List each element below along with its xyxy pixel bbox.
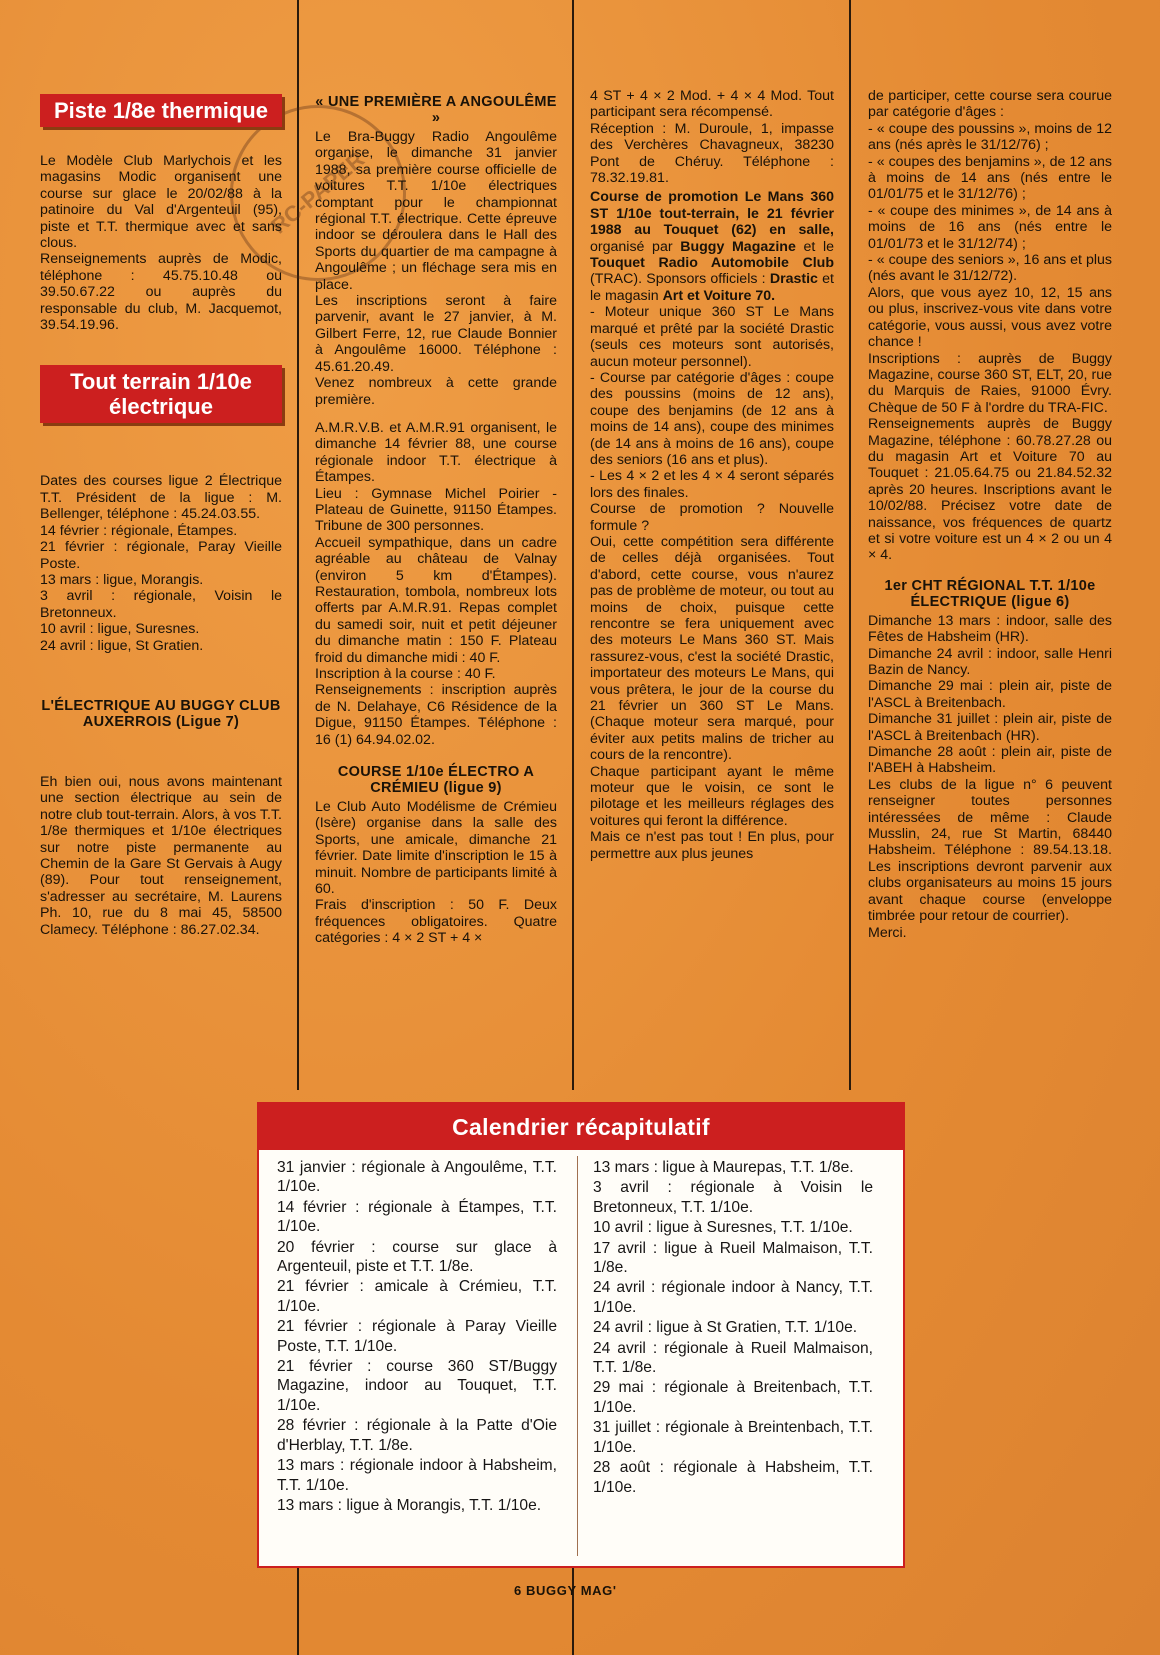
calendar-entry: 13 mars : ligue à Morangis, T.T. 1/10e. xyxy=(277,1496,542,1514)
column-rule xyxy=(572,0,574,1090)
calendar-entry: 24 avril : régionale à Rueil Malmaison, T.T. 1/8e. xyxy=(593,1339,873,1377)
column-rule xyxy=(572,1564,574,1655)
calendar-entry: 28 août : régionale à Habsheim, T.T. 1/10e. xyxy=(593,1459,873,1496)
text-run: Drastic xyxy=(769,271,818,288)
paragraph: Course de promotion ? Nouvelle formule ? xyxy=(590,501,834,534)
paragraph: Dimanche 28 août : plein air, piste de l'ABEH à Habsheim. xyxy=(868,744,1112,777)
text-run: (TRAC). Sponsors officiels : xyxy=(590,271,770,288)
paragraph: Accueil sympathique, dans un cadre agréable au château de Valnay (environ 5 km d'Étampes). Restauration, tombola, nombreux lots offerts par A.M.R.91. Repas complet du samedi soir, nuit et petit déjeuner du dimanche matin : 150 F. Plateau froid du dimanche midi : 40 F. xyxy=(315,534,557,666)
calendar-divider xyxy=(577,1156,578,1556)
page-footer: 6 BUGGY MAG' xyxy=(514,1583,617,1598)
paragraph: Dimanche 31 juillet : plein air, piste de l'ASCL à Breitenbach (HR). xyxy=(868,711,1112,744)
paragraph: Alors, que vous ayez 10, 12, 15 ans ou plus, inscrivez-vous vite dans votre catégorie, vous aussi, vous avez votre chance ! xyxy=(868,284,1112,351)
section-heading: 1er CHT RÉGIONAL T.T. 1/10e ÉLECTRIQUE (ligue 6) xyxy=(884,577,1096,610)
paragraph: Réception : M. Duroule, 1, impasse des Verchères Chavagneux, 38230 Pont de Chéruy. Téléphone : 78.32.19.81. xyxy=(590,120,834,187)
paragraph: - Course par catégorie d'âges : coupe des poussins (moins de 12 ans), coupe des benjamins (de 12 ans à moins de 14 ans), coupe des minimes (de 14 ans à moins de 16 ans), coupe des seniors (16 ans et plus). xyxy=(590,369,834,468)
calendar-entry: 31 janvier : régionale à Angoulême, T.T. 1/10e. xyxy=(277,1159,557,1196)
paragraph: 24 avril : ligue, St Gratien. xyxy=(40,637,204,654)
section-heading: L'ÉLECTRIQUE AU BUGGY CLUB AUXERROIS (Ligue 7) xyxy=(41,697,281,730)
paragraph: 10 avril : ligue, Suresnes. xyxy=(40,621,200,638)
banner-tout-terrain: Tout terrain 1/10e électrique xyxy=(40,365,282,423)
calendar-entry: 28 février : régionale à la Patte d'Oie d'Herblay, T.T. 1/8e. xyxy=(277,1417,557,1454)
column-rule xyxy=(297,1564,299,1655)
paragraph: Renseignements : inscription auprès de N. Delahaye, C6 Résidence de la Digue, 91150 Étampes. Téléphone : 16 (1) 64.94.02.02. xyxy=(315,682,557,748)
paragraph: 21 février : régionale, Paray Vieille Poste. xyxy=(40,539,282,572)
calendar-entry: 21 février : régionale à Paray Vieille Poste, T.T. 1/10e. xyxy=(277,1318,557,1355)
calendar-left-column xyxy=(277,1158,557,1516)
paragraph: Dimanche 13 mars : indoor, salle des Fêtes de Habsheim (HR). xyxy=(868,612,1112,646)
section-heading: « UNE PREMIÈRE A ANGOULÊME » xyxy=(315,94,557,126)
calendar-entry: 21 février : course 360 ST/Buggy Magazine, indoor au Touquet, T.T. 1/10e. xyxy=(277,1358,557,1414)
paragraph: Chaque participant ayant le même moteur que le voisin, ce sont le pilotage et les meilleurs réglages des voitures qui feront la différence. xyxy=(590,763,834,829)
paragraph: - « coupe des minimes », de 14 ans à moins de 16 ans (nés entre le 01/01/73 et le 31/12/74) ; xyxy=(868,202,1112,252)
column-4 xyxy=(868,88,1112,941)
paragraph: Inscriptions : auprès de Buggy Magazine, course 360 ST, ELT, 20, rue du Marquis de Raies, 91000 Évry. Chèque de 50 F à l'ordre du TRA-FIC. xyxy=(868,350,1112,416)
paragraph: Merci. xyxy=(868,924,907,941)
paragraph: Dates des courses ligue 2 Électrique T.T. Président de la ligue : M. Bellenger, téléphone : 45.24.03.55. xyxy=(40,473,282,523)
paragraph: A.M.R.V.B. et A.M.R.91 organisent, le dimanche 14 février 88, une course régionale indoor T.T. électrique à Étampes. xyxy=(315,419,557,486)
calendar-entry: 10 avril : ligue à Suresnes, T.T. 1/10e. xyxy=(593,1219,853,1237)
paragraph: Frais d'inscription : 50 F. Deux fréquences obligatoires. Quatre catégories : 4 × 2 ST + 4 × xyxy=(315,897,557,947)
column-3 xyxy=(590,88,834,862)
paragraph: Renseignements auprès de Modic, téléphone : 45.75.10.48 ou 39.50.67.22 ou auprès du responsable du club, M. Jacquemot, 39.54.19.96. xyxy=(40,251,282,334)
column-2 xyxy=(315,88,557,947)
paragraph: Dimanche 29 mai : plein air, piste de l'ASCL à Breitenbach. xyxy=(868,678,1112,711)
text-run: Buggy Magazine xyxy=(680,238,796,255)
calendar-entry: 13 mars : régionale indoor à Habsheim, T.T. 1/10e. xyxy=(277,1457,557,1494)
calendar-entry: 14 février : régionale à Étampes, T.T. 1/10e. xyxy=(277,1198,557,1236)
paragraph: Les inscriptions seront à faire parvenir, avant le 27 janvier, à M. Gilbert Ferre, 12, rue Claude Bonnier à Angoulême 16000. Téléphone : 45.61.20.49. xyxy=(315,293,557,375)
calendar-entry: 31 juillet : régionale à Breintenbach, T.T. 1/10e. xyxy=(593,1419,873,1456)
paragraph: Les clubs de la ligue n° 6 peuvent renseigner toutes personnes intéressées de même : Claude Musslin, 24, rue St Martin, 68440 Habsheim. Téléphone : 89.54.13.18. Les inscriptions devront parvenir aux clubs organisateurs au moins 15 jours avant chaque course (enveloppe timbrée pour retour de courrier). xyxy=(868,776,1112,925)
paragraph: - Les 4 × 2 et les 4 × 4 seront séparés lors des finales. xyxy=(590,468,834,501)
paragraph: Eh bien oui, nous avons maintenant une section électrique au sein de notre club tout-terrain. Alors, à vos T.T. 1/8e thermiques et 1/10e électriques sur notre piste permanente au Chemin de la Gare St Gervais à Augy (89). Pour tout renseignement, s'adresser au secrétaire, M. Laurens Ph. 10, rue du 8 mai 45, 58500 Clamecy. Téléphone : 86.27.02.34. xyxy=(40,773,282,938)
paragraph: 13 mars : ligue, Morangis. xyxy=(40,571,204,588)
calendar-entry: 17 avril : ligue à Rueil Malmaison, T.T. 1/8e. xyxy=(593,1239,873,1277)
paragraph: - « coupes des benjamins », de 12 ans à moins de 14 ans (nés entre le 01/01/75 et le 31/12/76) ; xyxy=(868,153,1112,203)
watermark-stamp: RC-PAPER xyxy=(194,69,442,317)
calendar-entry: 13 mars : ligue à Maurepas, T.T. 1/8e. xyxy=(593,1159,854,1176)
calendar-entry: 3 avril : régionale à Voisin le Bretonneux, T.T. 1/10e. xyxy=(593,1179,873,1216)
paragraph: 4 ST + 4 × 2 Mod. + 4 × 4 Mod. Tout participant sera récompensé. xyxy=(590,88,834,121)
paragraph: Le Bra-Buggy Radio Angoulême organise, le dimanche 31 janvier 1988, sa première course officielle de voitures T.T. 1/10e électriques comptant pour le championnat régional T.T. électrique. Cette épreuve indoor se déroulera dans le Hall des Sports du quartier de ma campagne à Angoulême ; un fléchage sera mis en place. xyxy=(315,129,557,293)
paragraph: - Moteur unique 360 ST Le Mans marqué et prêté par la société Drastic (seuls ces moteurs sont autorisés, aucun moteur personnel). xyxy=(590,304,834,370)
paragraph: Dimanche 24 avril : indoor, salle Henri Bazin de Nancy. xyxy=(868,645,1112,678)
paragraph: Inscription à la course : 40 F. xyxy=(315,666,496,682)
paragraph: 3 avril : régionale, Voisin le Bretonneux. xyxy=(40,588,282,621)
calendar-entry: 29 mai : régionale à Breitenbach, T.T. 1/10e. xyxy=(593,1379,873,1416)
column-rule xyxy=(849,0,851,1090)
paragraph: Oui, cette compétition sera différente de celles déjà organisées. Tout d'abord, cette course, vous n'aurez pas de problème de moteur, ou tout au moins de choix, puisque cette rencontre se fera uniquement avec des moteurs Le Mans 360 ST. Mais rassurez-vous, c'est la société Drastic, importateur des moteurs Le Mans, qui vous prêtera, le jour de la course du 21 février un 360 ST Le Mans. (Chaque moteur sera marqué, pour éviter aux petits malins de tricher au cours de la rencontre). xyxy=(590,533,834,764)
paragraph: 14 février : régionale, Étampes. xyxy=(40,522,238,539)
text-run: organisé par xyxy=(590,238,681,255)
paragraph: Le Modèle Club Marlychois et les magasins Modic organisent une course sur glace le 20/02/88 à la patinoire du Val d'Argenteuil (95), piste et T.T. thermique avec et sans clous. xyxy=(40,153,282,252)
text-run: et le magasin xyxy=(590,271,834,304)
promo-paragraph xyxy=(590,189,834,304)
banner-piste-thermique: Piste 1/8e thermique xyxy=(40,94,282,127)
text-run: et le xyxy=(795,238,835,255)
calendar-title: Calendrier récapitulatif xyxy=(259,1104,903,1150)
promo-title: Course de promotion Le Mans 360 ST 1/10e tout-terrain, le 21 février 1988 au Touquet (62) en salle, xyxy=(590,189,834,239)
calendar-box xyxy=(257,1102,905,1568)
paragraph: Renseignements auprès de Buggy Magazine, téléphone : 60.78.27.28 ou du magasin Art et Voiture 70 au Touquet : 21.05.64.75 ou 21.84.52.32 après 20 heures. Inscriptions avant le 10/02/88. Précisez votre date de naissance, vos fréquences de quartz et si votre voiture est un 4 × 2 ou un 4 × 4. xyxy=(868,416,1112,564)
calendar-right-column xyxy=(593,1158,873,1498)
paragraph: de participer, cette course sera courue par catégorie d'âges : xyxy=(868,88,1112,121)
paragraph: - « coupe des seniors », 16 ans et plus (nés avant le 31/12/72). xyxy=(868,252,1112,285)
paragraph: Le Club Auto Modélisme de Crémieu (Isère) organise dans la salle des Sports, une amicale, dimanche 21 février. Date limite d'inscription le 15 à minuit. Nombre de participants limité à 60. xyxy=(315,799,557,898)
paragraph: Venez nombreux à cette grande première. xyxy=(315,375,557,408)
calendar-entry: 20 février : course sur glace à Argenteuil, piste et T.T. 1/8e. xyxy=(277,1238,557,1276)
paragraph: - « coupe des poussins », moins de 12 ans (nés après le 31/12/76) ; xyxy=(868,120,1112,154)
text-run: Touquet Radio Automobile Club xyxy=(590,255,834,272)
paragraph: Lieu : Gymnase Michel Poirier - Plateau de Guinette, 91150 Étampes. Tribune de 300 personnes. xyxy=(315,485,557,535)
calendar-entry: 24 avril : ligue à St Gratien, T.T. 1/10e. xyxy=(593,1319,858,1337)
section-heading: COURSE 1/10e ÉLECTRO A CRÉMIEU (ligue 9) xyxy=(337,764,535,797)
text-run: Art et Voiture 70. xyxy=(662,287,776,304)
calendar-entry: 24 avril : régionale indoor à Nancy, T.T. 1/10e. xyxy=(593,1279,873,1316)
calendar-entry: 21 février : amicale à Crémieu, T.T. 1/10e. xyxy=(277,1278,557,1315)
column-1 xyxy=(40,88,282,938)
paragraph: Mais ce n'est pas tout ! En plus, pour permettre aux plus jeunes xyxy=(590,829,834,862)
